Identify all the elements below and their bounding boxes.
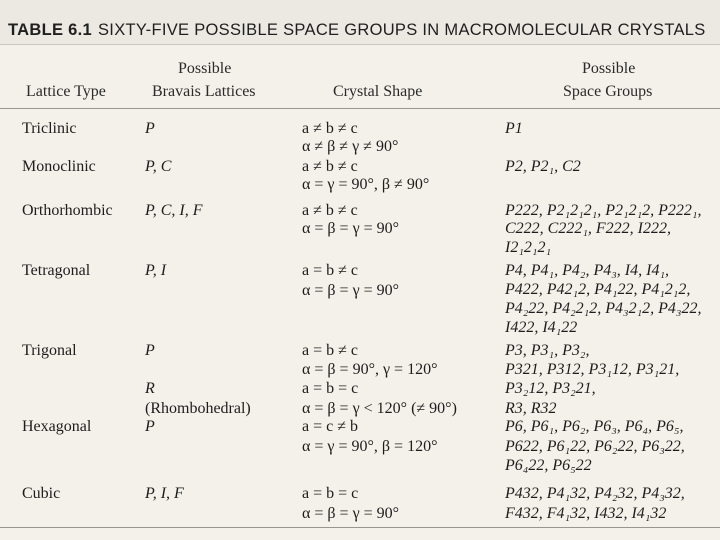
row-cubic-shape-1: a = b = c bbox=[302, 485, 359, 502]
row-monoclinic-shape-2: α = γ = 90°, β ≠ 90° bbox=[302, 176, 430, 193]
row-orthorhombic-shape-1: a ≠ b ≠ c bbox=[302, 202, 358, 219]
row-hexagonal-groups-3: P6₄22, P6₅22 bbox=[505, 457, 592, 474]
row-triclinic-bravais: P bbox=[145, 120, 155, 137]
row-tetragonal-shape-1: a = b ≠ c bbox=[302, 262, 359, 279]
row-monoclinic-shape-1: a ≠ b ≠ c bbox=[302, 158, 358, 175]
row-orthorhombic-type: Orthorhombic bbox=[22, 202, 113, 219]
row-tetragonal-groups-4: I422, I4₁22 bbox=[505, 319, 578, 336]
row-hexagonal-type: Hexagonal bbox=[22, 418, 92, 435]
table-number: TABLE 6.1 bbox=[8, 21, 92, 39]
row-orthorhombic-groups-1: P222, P2₁2₁2₁, P2₁2₁2, P222₁, bbox=[505, 202, 702, 219]
header-crystal-shape: Crystal Shape bbox=[333, 83, 423, 100]
row-rhombohedral-shape-1: a = b = c bbox=[302, 380, 359, 397]
row-trigonal-shape-1: a = b ≠ c bbox=[302, 342, 359, 359]
header-bravais-bottom: Bravais Lattices bbox=[152, 83, 256, 100]
row-cubic-groups-2: F432, F4₁32, I432, I4₁32 bbox=[505, 505, 667, 522]
header-lattice-type: Lattice Type bbox=[26, 83, 106, 100]
row-trigonal-groups-2: P321, P312, P3₁12, P3₁21, bbox=[505, 361, 680, 378]
row-rhombohedral-groups-1: P3₂12, P3₂21, bbox=[505, 380, 596, 397]
row-triclinic-groups-1: P1 bbox=[505, 120, 523, 137]
row-cubic-groups-1: P432, P4₁32, P4₂32, P4₃32, bbox=[505, 485, 685, 502]
row-triclinic-shape-2: α ≠ β ≠ γ ≠ 90° bbox=[302, 138, 399, 155]
table-caption: SIXTY-FIVE POSSIBLE SPACE GROUPS IN MACROMOLECULAR CRYSTALS bbox=[98, 21, 706, 39]
row-hexagonal-bravais: P bbox=[145, 418, 155, 435]
row-orthorhombic-groups-3: I2₁2₁2₁ bbox=[505, 239, 552, 256]
header-space-top: Possible bbox=[582, 60, 636, 77]
row-cubic-bravais: P, I, F bbox=[145, 485, 184, 502]
row-hexagonal-shape-2: α = γ = 90°, β = 120° bbox=[302, 438, 438, 455]
row-trigonal-bravais: P bbox=[145, 342, 155, 359]
header-space-bottom: Space Groups bbox=[563, 83, 653, 100]
row-orthorhombic-groups-2: C222, C222₁, F222, I222, bbox=[505, 220, 672, 237]
row-tetragonal-type: Tetragonal bbox=[22, 262, 91, 279]
row-cubic-shape-2: α = β = γ = 90° bbox=[302, 505, 400, 522]
row-monoclinic-bravais: P, C bbox=[145, 158, 172, 175]
row-hexagonal-shape-1: a = c ≠ b bbox=[302, 418, 359, 435]
row-tetragonal-groups-2: P422, P42₁2, P4₁22, P4₁2₁2, bbox=[505, 281, 691, 298]
row-orthorhombic-bravais: P, C, I, F bbox=[145, 202, 203, 219]
row-monoclinic-type: Monoclinic bbox=[22, 158, 96, 175]
row-hexagonal-groups-2: P622, P6₁22, P6₂22, P6₃22, bbox=[505, 438, 685, 455]
row-trigonal-type: Trigonal bbox=[22, 342, 77, 359]
table-title bbox=[8, 21, 706, 40]
row-trigonal-groups-1: P3, P3₁, P3₂, bbox=[505, 342, 590, 359]
table-bottom-rule bbox=[0, 527, 720, 528]
row-orthorhombic-shape-2: α = β = γ = 90° bbox=[302, 220, 400, 237]
row-monoclinic-groups-1: P2, P2₁, C2 bbox=[505, 158, 581, 175]
header-rule bbox=[0, 108, 720, 109]
row-rhombohedral-bravais: R bbox=[145, 380, 155, 397]
row-rhombohedral-label: (Rhombohedral) bbox=[145, 400, 251, 417]
row-tetragonal-groups-3: P4₂22, P4₂2₁2, P4₃2₁2, P4₃22, bbox=[505, 300, 702, 317]
table-caption-bar bbox=[0, 0, 720, 45]
row-tetragonal-shape-2: α = β = γ = 90° bbox=[302, 282, 400, 299]
row-rhombohedral-shape-2: α = β = γ < 120° (≠ 90°) bbox=[302, 400, 457, 417]
row-rhombohedral-groups-2: R3, R32 bbox=[505, 400, 557, 417]
row-triclinic-shape-1: a ≠ b ≠ c bbox=[302, 120, 358, 137]
row-cubic-type: Cubic bbox=[22, 485, 61, 502]
row-tetragonal-bravais: P, I bbox=[145, 262, 167, 279]
row-trigonal-shape-2: α = β = 90°, γ = 120° bbox=[302, 361, 438, 378]
row-tetragonal-groups-1: P4, P4₁, P4₂, P4₃, I4, I4₁, bbox=[505, 262, 669, 279]
header-bravais-top: Possible bbox=[178, 60, 232, 77]
row-hexagonal-groups-1: P6, P6₁, P6₂, P6₃, P6₄, P6₅, bbox=[505, 418, 684, 435]
row-triclinic-type: Triclinic bbox=[22, 120, 77, 137]
